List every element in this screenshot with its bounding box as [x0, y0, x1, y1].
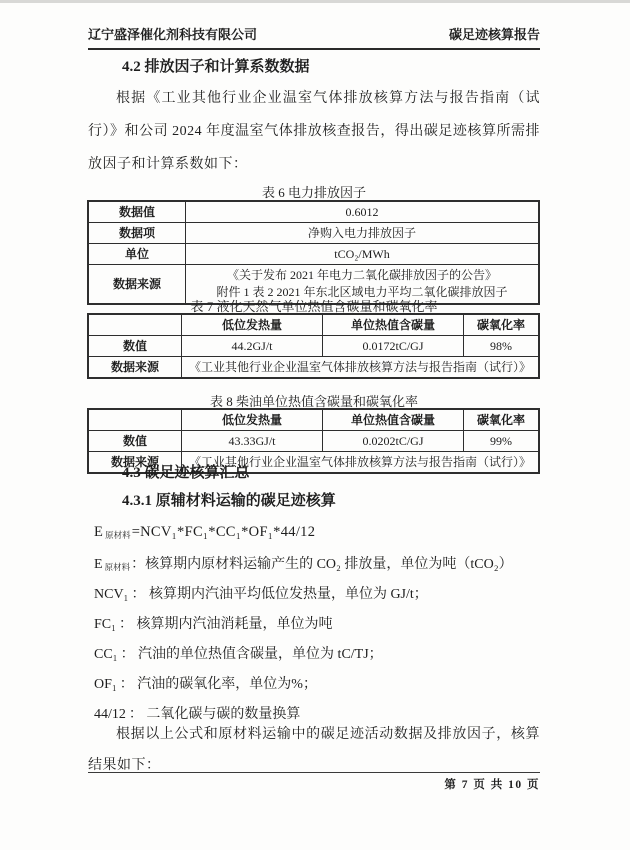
row-label: 数据来源	[88, 265, 186, 305]
definition-line	[94, 610, 540, 640]
closing-paragraph: 根据以上公式和原材料运输中的碳足迹活动数据及排放因子，核算结果如下：	[88, 727, 540, 773]
formula-subscript: 原材料	[105, 530, 131, 540]
section-4-2-paragraph: 根据《工业其他行业企业温室气体排放核算方法与报告指南（试行）》和公司 2024 年度温室气体排放核查报告，得出碳足迹核算所需排放因子和计算系数如下：	[88, 91, 540, 172]
definition-line	[94, 550, 540, 580]
table-header-row	[88, 314, 539, 336]
corner-cell	[88, 409, 182, 431]
row-label: 数值	[88, 431, 182, 452]
definition-term: CC₁	[94, 647, 118, 662]
row-value: 0.0172tC/GJ	[323, 336, 464, 357]
definition-term-subscript: 原材料	[104, 562, 131, 572]
page-header	[88, 24, 540, 50]
header-report-title: 碳足迹核算报告	[448, 27, 540, 42]
scan-edge-artifact	[0, 0, 630, 3]
table6-caption: 表 6 电力排放因子	[261, 185, 366, 200]
row-label: 数据来源	[88, 357, 182, 379]
section-4-3-heading: 4.3 碳足迹核算汇总	[122, 465, 250, 481]
table-row	[88, 223, 539, 244]
row-label: 数据来源	[88, 452, 182, 474]
table6-electricity-emission-factor	[87, 200, 540, 305]
definition-text: ： 核算期内汽油消耗量，单位为吨	[119, 617, 333, 632]
page-number-indicator: 第 7 页 共 10 页	[444, 779, 540, 791]
definition-term: E	[94, 557, 103, 572]
definition-text: ： 二氧化碳与碳的数量换算	[128, 707, 301, 722]
definition-text: ：核算期内原材料运输产生的 CO₂ 排放量，单位为吨（tCO₂）	[131, 557, 513, 572]
definition-term: OF₁	[94, 677, 117, 692]
table-row	[88, 357, 539, 379]
row-label: 单位	[88, 244, 186, 265]
table-row	[88, 431, 539, 452]
column-header: 单位热值含碳量	[323, 314, 464, 336]
row-value: 净购入电力排放因子	[186, 223, 540, 244]
data-source-cell: 《工业其他行业企业温室气体排放核算方法与报告指南（试行）》	[182, 452, 540, 474]
row-label: 数值	[88, 336, 182, 357]
formula-expression: =NCV₁*FC₁*CC₁*OF₁*44/12	[131, 524, 316, 540]
row-value: 99%	[464, 431, 540, 452]
row-label: 数据值	[88, 201, 186, 223]
row-value: 98%	[464, 336, 540, 357]
definition-line	[94, 670, 540, 700]
column-header: 碳氧化率	[464, 314, 540, 336]
row-value: tCO₂/MWh	[186, 244, 540, 265]
table7-caption: 表 7 液化天然气单位热值含碳量和碳氧化率	[190, 299, 438, 314]
page-footer	[88, 772, 540, 792]
definition-term: NCV₁	[94, 587, 129, 602]
table-row	[88, 336, 539, 357]
row-value: 0.0202tC/GJ	[323, 431, 464, 452]
table8-caption: 表 8 柴油单位热值含碳量和碳氧化率	[209, 394, 418, 409]
header-company-name: 辽宁盛泽催化剂科技有限公司	[88, 27, 258, 42]
table-header-row	[88, 409, 539, 431]
formula-symbol: E	[94, 524, 104, 540]
definition-line	[94, 580, 540, 610]
row-value: 0.6012	[186, 201, 540, 223]
data-source-cell: 《工业其他行业企业温室气体排放核算方法与报告指南（试行）》	[182, 357, 540, 379]
row-label: 数据项	[88, 223, 186, 244]
section-4-2-heading: 4.2 排放因子和计算系数数据	[122, 59, 310, 75]
definition-line	[94, 640, 540, 670]
table-row	[88, 201, 539, 223]
row-value: 43.33GJ/t	[182, 431, 323, 452]
corner-cell	[88, 314, 182, 336]
variable-definitions	[94, 550, 540, 730]
table-row	[88, 244, 539, 265]
column-header: 碳氧化率	[464, 409, 540, 431]
column-header: 单位热值含碳量	[323, 409, 464, 431]
column-header: 低位发热量	[182, 314, 323, 336]
definition-text: ： 汽油的碳氧化率，单位为%；	[119, 677, 317, 692]
row-value: 44.2GJ/t	[182, 336, 323, 357]
definition-text: ： 核算期内汽油平均低位发热量，单位为 GJ/t；	[131, 587, 428, 602]
emission-formula	[94, 524, 315, 541]
definition-term: 44/12	[94, 707, 126, 722]
column-header: 低位发热量	[182, 409, 323, 431]
section-4-3-1-heading: 4.3.1 原辅材料运输的碳足迹核算	[122, 493, 336, 509]
data-source-line-1: 《关于发布 2021 年电力二氧化碳排放因子的公告》	[226, 268, 497, 282]
data-source-line-2: 附件 1 表 2 2021 年东北区域电力平均二氧化碳排放因子	[216, 285, 508, 299]
definition-term: FC₁	[94, 617, 117, 632]
definition-text: ： 汽油的单位热值含碳量，单位为 tC/TJ；	[120, 647, 383, 662]
table7-lng-carbon-content	[87, 313, 540, 379]
